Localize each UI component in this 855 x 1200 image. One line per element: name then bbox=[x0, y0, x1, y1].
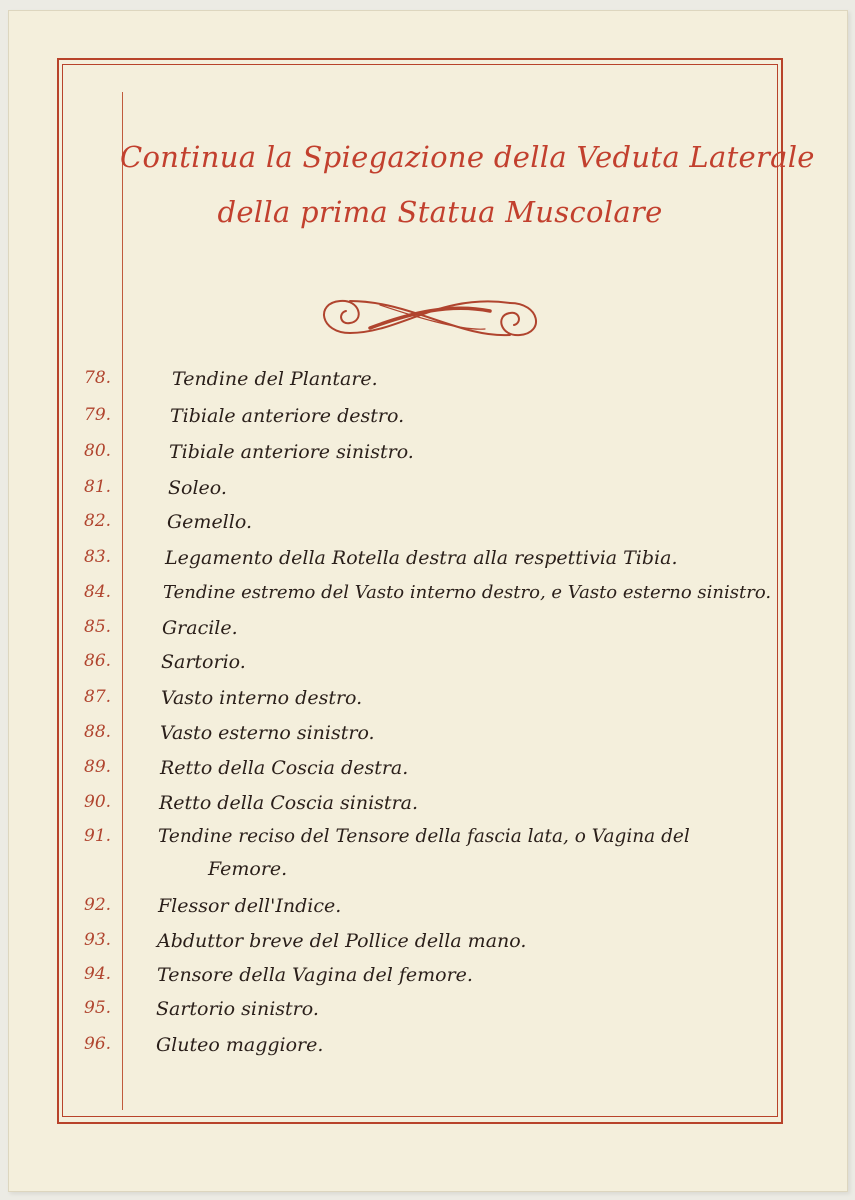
item-text: Legamento della Rotella destra alla respettivia Tibia. bbox=[165, 547, 678, 569]
item-text: Gracile. bbox=[162, 617, 238, 639]
item-text: Tibiale anteriore sinistro. bbox=[169, 441, 414, 463]
list-item bbox=[0, 964, 855, 994]
item-number: 86. bbox=[84, 651, 112, 671]
list-item bbox=[0, 617, 855, 647]
list-item bbox=[0, 687, 855, 717]
list-item bbox=[0, 547, 855, 577]
list-item bbox=[0, 368, 855, 398]
item-text: Sartorio. bbox=[161, 651, 246, 673]
item-text-continuation: Femore. bbox=[208, 858, 288, 880]
page-title-line-2: della prima Statua Muscolare bbox=[217, 195, 663, 229]
item-number: 91. bbox=[84, 826, 112, 846]
item-text: Tendine del Plantare. bbox=[172, 368, 378, 390]
list-item bbox=[0, 651, 855, 681]
item-text: Tensore della Vagina del femore. bbox=[157, 964, 473, 986]
item-number: 88. bbox=[84, 722, 112, 742]
item-number: 80. bbox=[84, 441, 112, 461]
page-title-line-1: Continua la Spiegazione della Veduta Laterale bbox=[120, 140, 815, 174]
item-text: Tendine reciso del Tensore della fascia lata, o Vagina del bbox=[158, 826, 690, 847]
list-item bbox=[0, 405, 855, 435]
list-item bbox=[0, 757, 855, 787]
list-item bbox=[0, 722, 855, 752]
item-number: 79. bbox=[84, 405, 112, 425]
item-text: Vasto interno destro. bbox=[161, 687, 363, 709]
item-text: Abduttor breve del Pollice della mano. bbox=[157, 930, 527, 952]
list-item bbox=[0, 826, 855, 890]
item-number: 90. bbox=[84, 792, 112, 812]
item-number: 95. bbox=[84, 998, 112, 1018]
list-item bbox=[0, 477, 855, 507]
item-number: 92. bbox=[84, 895, 112, 915]
item-text: Soleo. bbox=[168, 477, 227, 499]
item-number: 87. bbox=[84, 687, 112, 707]
item-number: 96. bbox=[84, 1034, 112, 1054]
item-text: Tibiale anteriore destro. bbox=[170, 405, 405, 427]
item-number: 94. bbox=[84, 964, 112, 984]
item-text: Retto della Coscia destra. bbox=[160, 757, 409, 779]
item-number: 84. bbox=[84, 582, 112, 602]
list-item bbox=[0, 998, 855, 1028]
item-text: Flessor dell'Indice. bbox=[158, 895, 342, 917]
item-number: 83. bbox=[84, 547, 112, 567]
item-number: 89. bbox=[84, 757, 112, 777]
list-item bbox=[0, 792, 855, 822]
item-text: Sartorio sinistro. bbox=[156, 998, 319, 1020]
item-number: 81. bbox=[84, 477, 112, 497]
item-text: Retto della Coscia sinistra. bbox=[159, 792, 419, 814]
item-text: Vasto esterno sinistro. bbox=[160, 722, 375, 744]
list-item bbox=[0, 930, 855, 960]
flourish-ornament bbox=[310, 283, 550, 353]
item-text: Gluteo maggiore. bbox=[156, 1034, 324, 1056]
list-item bbox=[0, 582, 855, 612]
list-item bbox=[0, 511, 855, 541]
item-number: 93. bbox=[84, 930, 112, 950]
list-item bbox=[0, 441, 855, 471]
list-item bbox=[0, 1034, 855, 1064]
item-number: 85. bbox=[84, 617, 112, 637]
item-number: 78. bbox=[84, 368, 112, 388]
item-number: 82. bbox=[84, 511, 112, 531]
item-text: Tendine estremo del Vasto interno destro, e Vasto esterno sinistro. bbox=[163, 582, 772, 603]
list-item bbox=[0, 895, 855, 925]
item-text: Gemello. bbox=[167, 511, 252, 533]
